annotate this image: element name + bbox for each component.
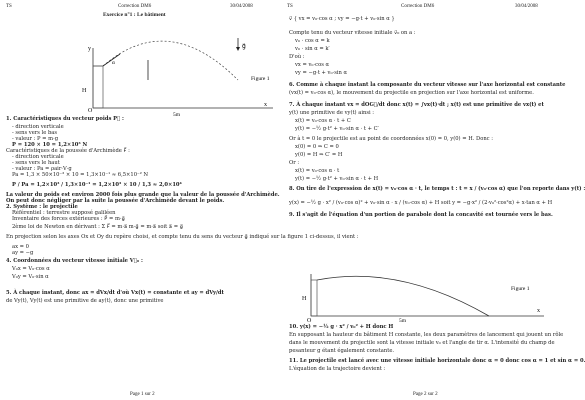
text-line: En projection selon les axes Ox et Oy du repère choisi, et compte tenu du sens du vecteur g⃗ indiqué sur la figure 1 ci-dessus, il vient : — [6, 234, 359, 240]
figure-label-alpha: α — [112, 60, 115, 66]
text-line: La valeur du poids est environ 2000 fois plus grande que la valeur de la poussée d'Archimède. — [6, 192, 280, 198]
text-line: ay = −g — [12, 250, 34, 256]
page-1-header-right: 30/04/2008 — [230, 4, 253, 9]
page-2-footer: Page 2 sur 2 — [413, 392, 438, 397]
text-line: - direction verticale — [12, 124, 64, 130]
figure-label-dist: 5m — [173, 112, 181, 118]
text-line: vx = v₀·cos α — [295, 62, 330, 68]
text-line: y(0) = H ⇒ C′ = H — [295, 152, 343, 158]
text-line: P / Pa = 1,2×10³ / 1,3×10⁻¹ = 1,2×10³ × 10 / 1,3 ≈ 2,0×10⁴ — [12, 182, 182, 188]
page-1-figure — [8, 20, 278, 118]
text-line: 5. À chaque instant, donc ax = dVx/dt d'où Vx(t) = constante et ay = dVy/dt — [6, 290, 224, 296]
figure-label-H: H — [82, 88, 87, 94]
text-line: Caractéristiques de la poussée d'Archimède F⃗ : — [6, 148, 130, 154]
text-line: - valeur : P = m·g — [12, 136, 59, 142]
text-line: 6. Comme à chaque instant la composante du vecteur vitesse sur l'axe horizontal est constante — [289, 82, 566, 88]
text-line: v₀ · sin α = k′ — [295, 46, 330, 52]
page-2-header-right: 30/04/2008 — [515, 4, 538, 9]
figure-label-O: O — [88, 108, 93, 114]
page-1-header-left: TS — [6, 4, 12, 9]
text-line: D'où : — [289, 54, 305, 60]
trajectory-curve — [317, 276, 489, 316]
text-line: Or à t = 0 le projectile est au point de coordonnées x(0) = 0, y(0) = H. Donc : — [289, 136, 493, 142]
text-line: 8. On tire de l'expression de x(t) = v₀·cos α · t, le temps t : t = x / (v₀·cos α) que l'on reporte dans y(t) : — [289, 186, 585, 192]
figure-label-x: x — [537, 308, 540, 314]
text-line: 10. y(x) = −½ g · x² / v₀² + H donc H — [289, 324, 394, 330]
text-line: En supposant la hauteur du bâtiment H constante, les deux paramètres de lancement qui jouent un rôle — [289, 332, 564, 338]
text-line: V₀y = V₀·sin α — [12, 274, 49, 280]
text-line: - sens vers le haut — [12, 160, 60, 166]
text-line: v⃗ { vx = v₀·cos α ; vy = −g·t + v₀·sin α } — [289, 16, 395, 22]
text-line: On peut donc négliger par la suite la poussée d'Archimède devant le poids. — [6, 198, 225, 204]
text-line: ax = 0 — [12, 244, 29, 250]
text-line: 7. À chaque instant vx = dOG⃗/dt donc x(t) = ∫vx(t)·dt ; x(t) est une primitive de vx(t) et — [289, 102, 544, 108]
text-line: v₀ · cos α = k — [295, 38, 330, 44]
text-line: y(x) = −½ g · x² / (v₀·cos α)² + v₀·sin α · x / (v₀·cos α) + H soit y = −g·x² / (2·v₀²·cos²α) + x·tan α + H — [289, 200, 553, 206]
text-line: Inventaire des forces extérieures : P⃗ = m·g⃗ — [12, 216, 125, 222]
figure-label-dist: 5m — [399, 318, 407, 324]
text-line: 1. Caractéristiques du vecteur poids P⃗ : — [6, 116, 124, 122]
text-line: Or : — [289, 160, 300, 166]
building — [93, 66, 103, 108]
page-2-figure — [299, 268, 549, 322]
text-line: y(t) = −½ g·t² + v₀·sin α · t + C′ — [295, 126, 379, 132]
text-line: - sens vers le bas — [12, 130, 58, 136]
page-1-header-center: Correction DM6 — [118, 4, 152, 9]
text-line: vy = −g·t + v₀·sin α — [295, 70, 348, 76]
figure-label-y: y — [88, 46, 91, 52]
text-line: L'équation de la trajectoire devient : — [289, 366, 386, 372]
text-line: 4. Coordonnées du vecteur vitesse initiale V⃗₀ : — [6, 258, 143, 264]
text-line: V₀x = V₀·cos α — [12, 266, 50, 272]
text-line: - valeur : Pa = ρair·V·g — [12, 166, 72, 172]
text-line: pesanteur g étant également constante. — [289, 348, 395, 354]
figure-label-x: x — [264, 102, 267, 108]
text-line: x(0) = 0 ⇒ C = 0 — [295, 144, 339, 150]
page-2-header-center: Correction DM6 — [401, 4, 435, 9]
figure-caption: Figure 1 — [251, 76, 270, 82]
text-line: 9. Il s'agit de l'équation d'un portion de parabole dont la concavité est tournée vers le bas. — [289, 212, 553, 218]
text-line: x(t) = v₀·cos α · t + C — [295, 118, 351, 124]
text-line: Référentiel : terrestre supposé galiléen — [12, 210, 116, 216]
figure-label-g: g⃗ — [242, 44, 246, 50]
figure-label-O: O — [307, 318, 312, 324]
trajectory-curve — [103, 41, 238, 80]
text-line: 2ème loi de Newton en dérivant : Σ F⃗ = m·a⃗ m·g⃗ = m·a⃗ soit a⃗ = g⃗ — [12, 224, 184, 230]
text-line: de Vy(t), Vy(t) est une primitive de ay(t), donc une primitive — [6, 298, 164, 304]
figure-caption: Figure 1 — [511, 286, 530, 292]
text-line: 11. Le projectile est lancé avec une vitesse initiale horizontale donc α = 0 donc cos α = 1 et sin α = 0. — [289, 358, 585, 364]
text-line: y(t) = −½ g·t² + v₀·sin α · t + H — [295, 176, 379, 182]
page-2 — [283, 0, 585, 400]
text-line: Compte tenu du vecteur vitesse initiale v⃗₀ on a : — [289, 30, 416, 36]
page-2-header-left: TS — [287, 4, 293, 9]
text-line: P = 120 × 10 = 1,2×10³ N — [12, 142, 88, 148]
text-line: x(t) = v₀·cos α · t — [295, 168, 340, 174]
text-line: 2. Système : le projectile — [6, 204, 78, 210]
text-line: dans le mouvement du projectile sont la vitesse initiale v₀ et l'angle de tir α. L'intensité du champ de — [289, 340, 555, 346]
text-line: (vx(t) = v₀·cos α), le mouvement du projectile en projection sur l'axe horizontal est uniforme. — [289, 90, 534, 96]
page-1-footer: Page 1 sur 2 — [130, 392, 155, 397]
text-line: y(t) une primitive de vy(t) ainsi : — [289, 110, 375, 116]
page-1-title: Exercice n°1 : Le bâtiment — [103, 12, 166, 18]
text-line: Pa = 1,3 × 50×10⁻³ × 10 = 1,3×10⁻¹ ≈ 6,5×10⁻² N — [12, 172, 149, 178]
figure-label-H: H — [302, 296, 307, 302]
building — [311, 280, 317, 316]
text-line: - direction verticale — [12, 154, 64, 160]
